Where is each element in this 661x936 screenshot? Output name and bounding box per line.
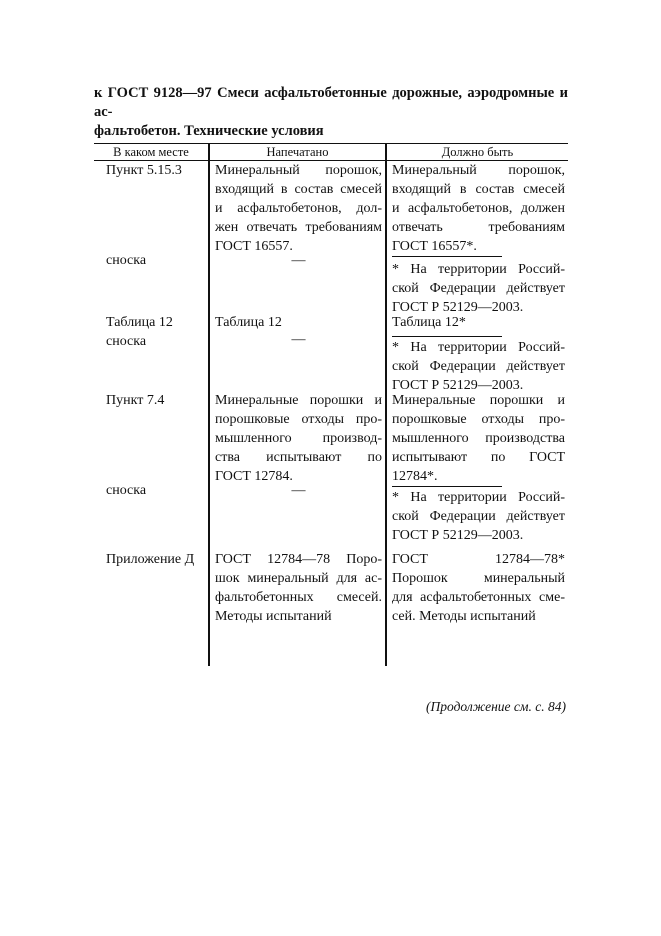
cell-line: Минеральный порошок, — [215, 163, 382, 178]
cell-line: ГОСТ 12784—78* — [392, 552, 565, 567]
cell-line: ГОСТ Р 52129—2003. — [392, 299, 524, 315]
cell-line: Пункт 7.4 — [106, 393, 165, 408]
cell-line: ской Федерации действует — [392, 358, 565, 374]
cell-line: ства испытывают по — [215, 449, 382, 465]
table-cell — [215, 314, 382, 333]
cell-line: ГОСТ 16557*. — [392, 238, 477, 254]
header-should-be: Должно быть — [441, 145, 514, 159]
cell-line: * На территории Россий- — [392, 262, 565, 277]
empty-dash: — — [291, 483, 306, 498]
table-cell — [392, 261, 565, 318]
continuation-note: (Продолжение см. с. 84) — [426, 699, 566, 714]
table-cell — [392, 392, 565, 487]
cell-line: ГОСТ 12784—78 Поро- — [215, 552, 382, 567]
cell-line: Минеральный порошок, — [392, 163, 565, 178]
cell-line: ГОСТ Р 52129—2003. — [392, 527, 524, 543]
cell-line: Минеральные порошки и — [215, 393, 382, 408]
cell-line: шок минеральный для ас- — [215, 570, 382, 586]
table-cell — [106, 392, 206, 411]
table-cell — [392, 489, 565, 546]
table-cell — [215, 392, 382, 487]
empty-dash: — — [291, 332, 306, 347]
cell-line: 12784*. — [392, 468, 438, 484]
cell-line: * На территории Россий- — [392, 340, 565, 355]
cell-line: для асфальтобетонных сме- — [392, 589, 565, 605]
cell-line: Минеральные порошки и — [392, 393, 565, 408]
table-cell — [392, 162, 565, 257]
cell-line: Порошок минеральный — [392, 570, 565, 586]
cell-line: и асфальтобетонов, должен — [392, 200, 565, 216]
title-line: фальтобетон. Технические условия — [94, 123, 324, 139]
cell-line: сноска — [106, 253, 147, 268]
title-line: к ГОСТ 9128—97 Смеси асфальтобетонные дорожные, аэродромные и ас- — [94, 85, 568, 120]
cell-line: порошковые отходы про- — [215, 411, 382, 427]
table-cell — [392, 339, 565, 396]
document-title — [94, 84, 568, 141]
cell-line: ГОСТ Р 52129—2003. — [392, 377, 524, 393]
table-cell — [106, 162, 206, 181]
footnote-rule — [392, 336, 502, 337]
cell-line: Таблица 12* — [392, 315, 466, 330]
table-cell — [106, 482, 206, 501]
cell-line: и асфальтобетонов, дол- — [215, 200, 382, 216]
cell-line: испытывают по ГОСТ — [392, 449, 565, 465]
header-printed: Напечатано — [266, 145, 329, 159]
cell-line: мышленного производства — [392, 430, 565, 446]
empty-dash: — — [291, 253, 306, 268]
table-cell — [392, 551, 565, 627]
cell-line: ской Федерации действует — [392, 508, 565, 524]
cell-line: ГОСТ 16557. — [215, 238, 293, 254]
cell-line: ГОСТ 12784. — [215, 468, 293, 484]
cell-line: Таблица 12 — [215, 315, 282, 330]
table-cell — [106, 314, 206, 352]
cell-line: Таблица 12 — [106, 315, 173, 330]
cell-line: мышленного производ- — [215, 430, 382, 446]
column-divider — [385, 143, 387, 666]
table-cell — [215, 551, 382, 627]
cell-line: порошковые отходы про- — [392, 411, 565, 427]
cell-line: отвечать требованиям — [392, 219, 565, 235]
cell-line: жен отвечать требованиям — [215, 219, 382, 235]
cell-line: входящий в состав смесей — [392, 181, 565, 197]
cell-line: фальтобетонных смесей. — [215, 589, 382, 605]
cell-line: Пункт 5.15.3 — [106, 163, 182, 178]
table-cell — [392, 314, 565, 333]
header-location: В каком месте — [113, 145, 189, 159]
table-cell — [215, 162, 382, 257]
cell-line: входящий в состав смесей — [215, 181, 382, 197]
cell-line: * На территории Россий- — [392, 490, 565, 505]
cell-line: сноска — [106, 483, 147, 498]
table-cell — [106, 252, 206, 271]
cell-line: сей. Методы испытаний — [392, 608, 536, 624]
cell-line: сноска — [106, 333, 147, 349]
column-divider — [208, 143, 210, 666]
cell-line: ской Федерации действует — [392, 280, 565, 296]
cell-line: Приложение Д — [106, 552, 195, 567]
cell-line: Методы испытаний — [215, 608, 332, 624]
table-cell — [106, 551, 206, 570]
